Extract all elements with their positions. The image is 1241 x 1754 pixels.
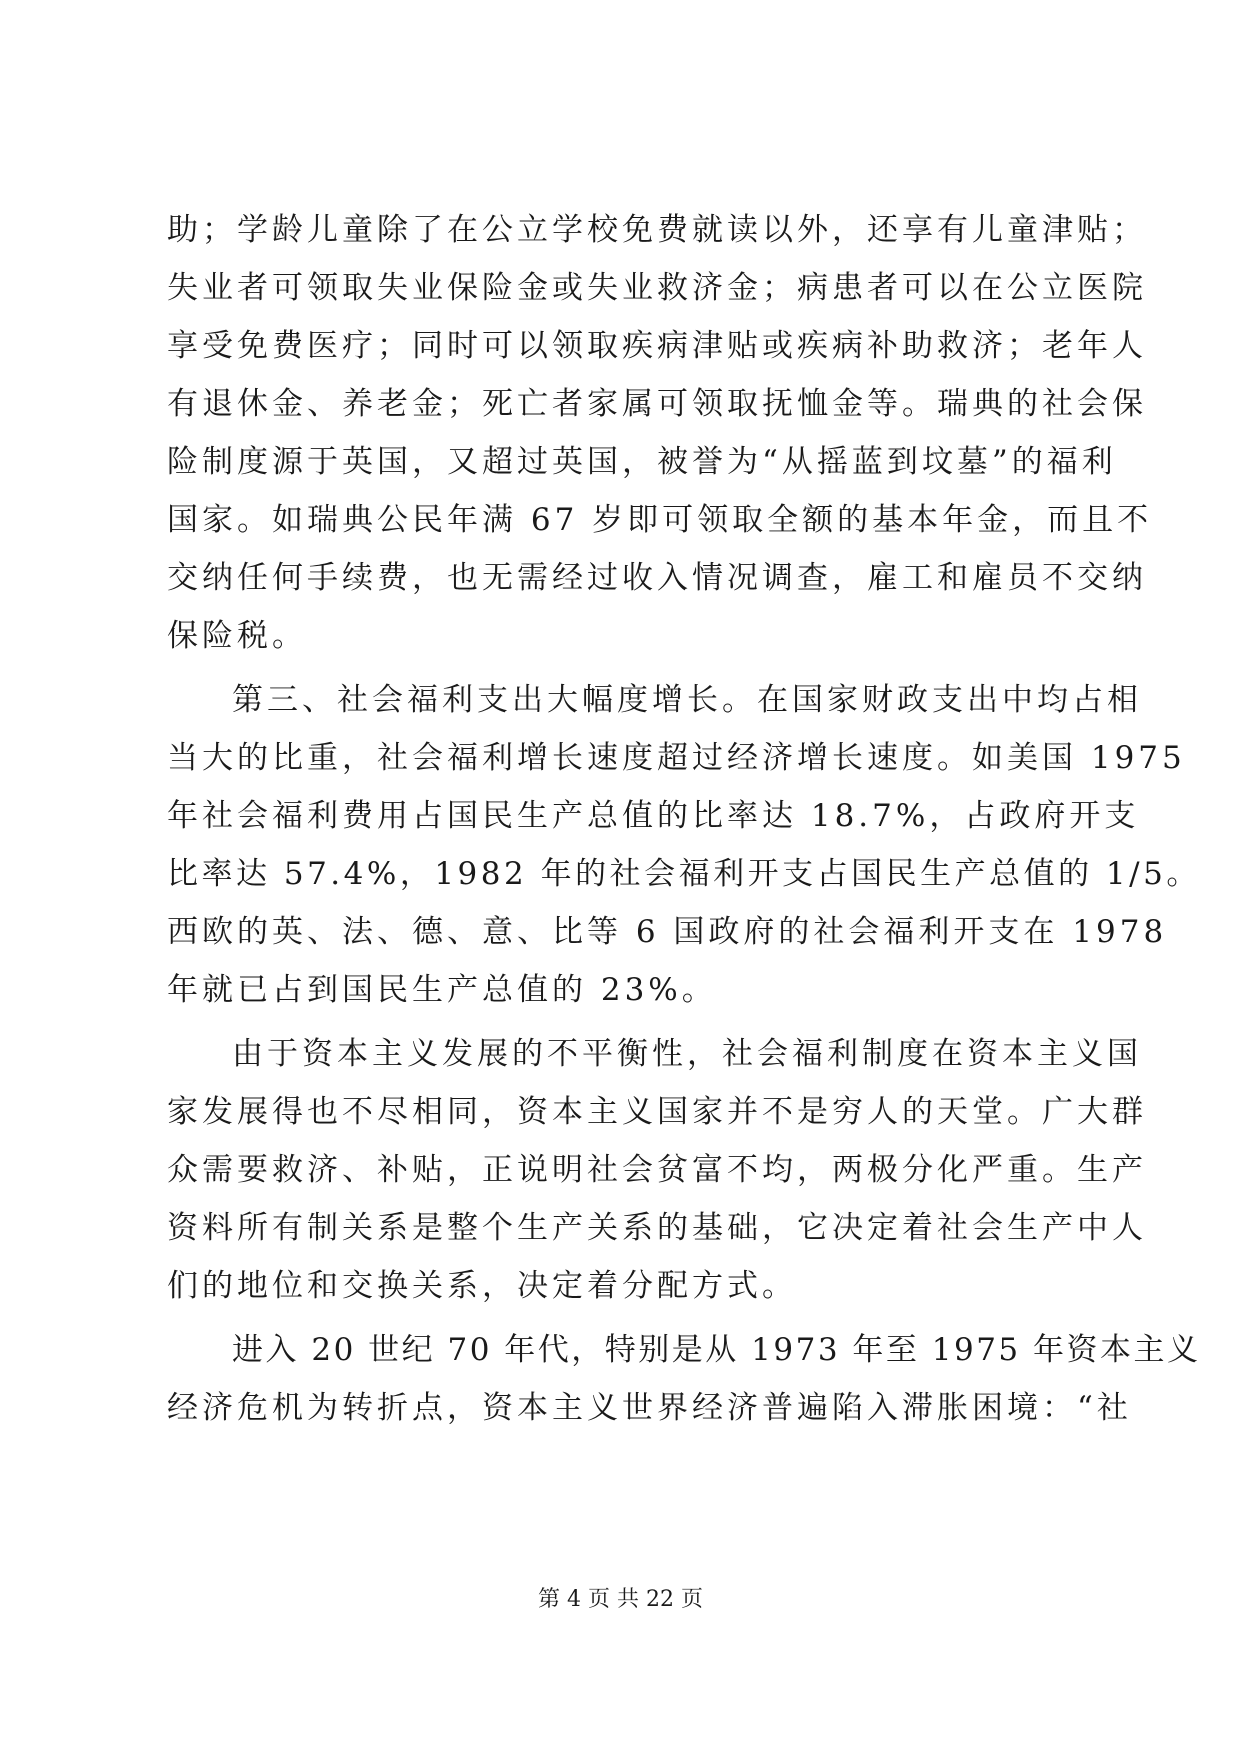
text-line: 们的地位和交换关系，决定着分配方式。: [167, 1268, 797, 1304]
text-line: 国家。如瑞典公民年满 67 岁即可领取全额的基本年金，而且不: [167, 502, 1153, 538]
paragraph-start-line: 进入 20 世纪 70 年代，特别是从 1973 年至 1975 年资本主义: [232, 1332, 1201, 1368]
text-line: 险制度源于英国，又超过英国，被誉为“从摇蓝到坟墓”的福利: [167, 444, 1117, 480]
text-line: 西欧的英、法、德、意、比等 6 国政府的社会福利开支在 1978: [167, 914, 1168, 950]
text-line: 年社会福利费用占国民生产总值的比率达 18.7%，占政府开支: [167, 798, 1140, 834]
text-line: 助；学龄儿童除了在公立学校免费就读以外，还享有儿童津贴；: [167, 212, 1147, 248]
text-line: 比率达 57.4%，1982 年的社会福利开支占国民生产总值的 1/5。: [167, 856, 1201, 892]
page-number-footer: 第 4 页 共 22 页: [538, 1587, 703, 1612]
text-line: 家发展得也不尽相同，资本主义国家并不是穷人的天堂。广大群: [167, 1094, 1147, 1130]
paragraph-start-line: 由于资本主义发展的不平衡性，社会福利制度在资本主义国: [232, 1036, 1142, 1072]
text-line: 众需要救济、补贴，正说明社会贫富不均，两极分化严重。生产: [167, 1152, 1147, 1188]
paragraph-start-line: 第三、社会福利支出大幅度增长。在国家财政支出中均占相: [232, 682, 1142, 718]
text-line: 当大的比重，社会福利增长速度超过经济增长速度。如美国 1975: [167, 740, 1186, 776]
text-line: 资料所有制关系是整个生产关系的基础，它决定着社会生产中人: [167, 1210, 1147, 1246]
text-line: 交纳任何手续费，也无需经过收入情况调查，雇工和雇员不交纳: [167, 560, 1147, 596]
text-line: 经济危机为转折点，资本主义世界经济普遍陷入滞胀困境：“社: [167, 1390, 1132, 1426]
text-line: 失业者可领取失业保险金或失业救济金；病患者可以在公立医院: [167, 270, 1147, 306]
text-line: 享受免费医疗；同时可以领取疾病津贴或疾病补助救济；老年人: [167, 328, 1147, 364]
text-line: 有退休金、养老金；死亡者家属可领取抚恤金等。瑞典的社会保: [167, 386, 1147, 422]
text-line: 保险税。: [167, 618, 307, 654]
text-line: 年就已占到国民生产总值的 23%。: [167, 972, 717, 1008]
